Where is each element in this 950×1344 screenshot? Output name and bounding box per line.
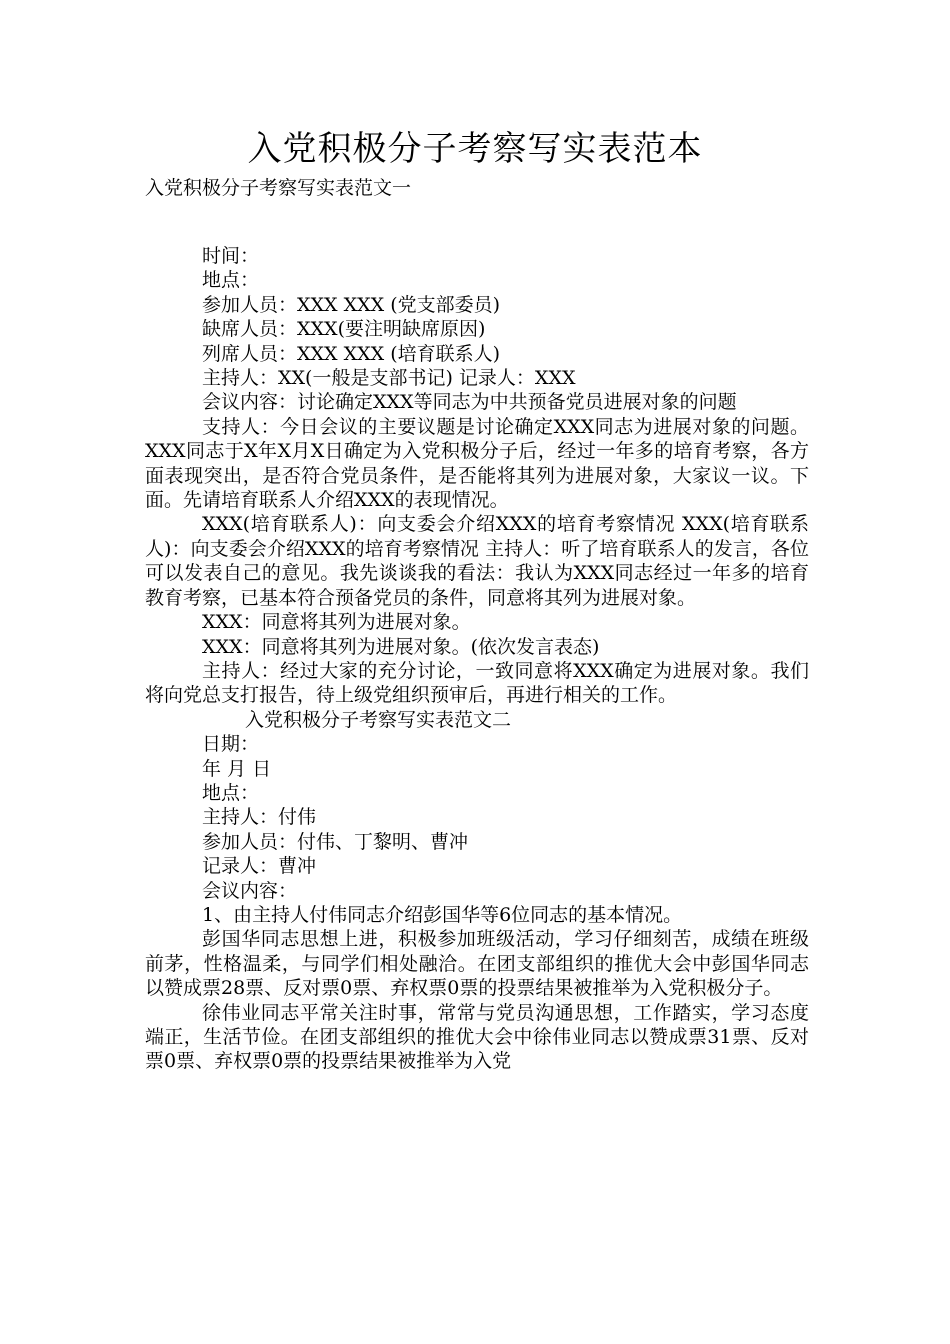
paragraph-location-2: 地点： (202, 781, 260, 804)
paragraph-host-recorder: 主持人：XX(一般是支部书记) 记录人：XXX (202, 367, 576, 390)
paragraph-recorder-2: 记录人：曹冲 (202, 855, 317, 878)
paragraph-item-1: 1、由主持人付伟同志介绍彭国华等6位同志的基本情况。 (202, 903, 683, 926)
paragraph-vote-2: XXX：同意将其列为进展对象。(依次发言表态) (202, 635, 600, 658)
section-heading-2: 入党积极分子考察写实表范文二 (245, 708, 512, 731)
paragraph-contact-report: XXX(培育联系人)：向支委会介绍XXX的培育考察情况 XXX(培育联系人)：向支委会介绍XXX的培育考察情况 主持人：听了培育联系人的发言，各位可以发表自己的意见。我先谈谈我的看法：我认为XXX同志经过一年多的培育教育考察，已基本符合预备党员的条件，同意将其列为进展对象。 (145, 513, 809, 609)
paragraph-date: 日期： (202, 733, 260, 756)
paragraph-host-conclusion: 主持人：经过大家的充分讨论，一致同意将XXX确定为进展对象。我们将向党总支打报告，待上级党组织预审后，再进行相关的工作。 (145, 659, 809, 707)
paragraph-host-2: 主持人：付伟 (202, 806, 317, 829)
paragraph-absentees: 缺席人员：XXX(要注明缺席原因) (202, 318, 486, 341)
paragraph-meeting-content: 会议内容：讨论确定XXX等同志为中共预备党员进展对象的问题 (202, 391, 737, 414)
paragraph-location: 地点： (202, 269, 260, 292)
paragraph-date-value: 年 月 日 (202, 757, 272, 780)
paragraph-candidate-xu: 徐伟业同志平常关注时事，常常与党员沟通思想，工作踏实，学习态度端正，生活节俭。在团支部组织的推优大会中徐伟业同志以赞成票31票、反对票0票、弃权票0票的投票结果被推举为入党 (145, 1001, 809, 1073)
paragraph-candidate-peng: 彭国华同志思想上进，积极参加班级活动，学习仔细刻苦，成绩在班级前茅，性格温柔，与同学们相处融洽。在团支部组织的推优大会中彭国华同志以赞成票28票、反对票0票、弃权票0票的投票结果被推举为入党积极分子。 (145, 928, 809, 1000)
paragraph-vote-1: XXX：同意将其列为进展对象。 (202, 611, 471, 634)
paragraph-observers: 列席人员：XXX XXX (培育联系人) (202, 342, 501, 365)
document-title: 入党积极分子考察写实表范本 (247, 129, 703, 169)
paragraph-attendees: 参加人员：XXX XXX (党支部委员) (202, 293, 501, 316)
paragraph-time: 时间： (202, 245, 260, 267)
paragraph-attendees-2: 参加人员：付伟、丁黎明、曹冲 (202, 830, 469, 853)
paragraph-host-opening: 支持人：今日会议的主要议题是讨论确定XXX同志为进展对象的问题。XXX同志于X年X月X日确定为入党积极分子后，经过一年多的培育考察，各方面表现突出，是否符合党员条件，是否能将其列为进展对象，大家议一议。下面。先请培育联系人介绍XXX的表现情况。 (145, 415, 809, 512)
paragraph-meeting-content-2: 会议内容： (202, 879, 298, 902)
document-subtitle: 入党积极分子考察写实表范文一 (145, 177, 412, 199)
document-body (145, 244, 809, 1074)
